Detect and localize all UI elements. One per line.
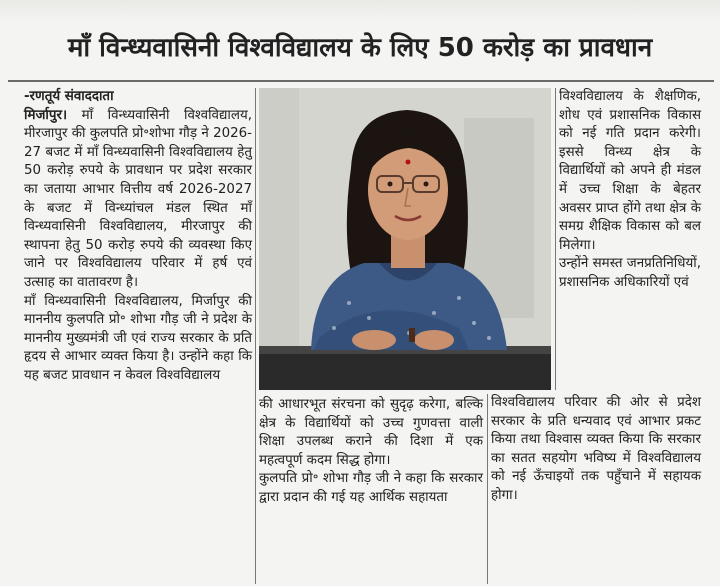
article-column-middle <box>259 396 483 508</box>
column-divider-middle <box>487 394 488 584</box>
left-paragraph-2: माँ विन्ध्यवासिनी विश्वविद्यालय, मिर्जापुर की माननीय कुलपति प्रो॰ शोभा गौड़ जी ने प्रदेश के माननीय मुख्यमंत्री जी एवं राज्य सरकार के प्रति हृदय से आभार व्यक्त किया है। उन्होंने कहा कि यह बजट प्रावधान न केवल विश्वविद्यालय <box>24 293 252 383</box>
byline-text: -रणतूर्य संवाददाता <box>24 89 114 104</box>
left-paragraph-1 <box>24 107 252 293</box>
column-divider-left <box>255 88 256 584</box>
article-column-right-bottom <box>491 394 701 506</box>
article-column-right-top <box>559 88 701 293</box>
middle-paragraph-2: कुलपति प्रो॰ शोभा गौड़ जी ने कहा कि सरकार द्वारा प्रदान की गई यह आर्थिक सहायता <box>259 471 483 505</box>
right-paragraph-1: विश्वविद्यालय के शैक्षणिक, शोध एवं प्रशासनिक विकास को नई गति प्रदान करेगी। इससे विन्ध्य क्षेत्र के विद्यार्थियों को अपने ही मंडल में उच्च शिक्षा के बेहतर अवसर प्राप्त होंगे तथा क्षेत्र के समग्र शैक्षिक विकास को बल मिलेगा। <box>559 89 701 253</box>
portrait-illustration <box>259 88 551 390</box>
right-paragraph-2: उन्होंने समस्त जनप्रतिनिधियों, प्रशासनिक अधिकारियों एवं <box>559 256 701 290</box>
column-divider-right-top <box>555 88 556 390</box>
right-bottom-paragraph: विश्वविद्यालय परिवार की ओर से प्रदेश सरकार के प्रति धन्यवाद एवं आभार प्रकट किया तथा विश्वास व्यक्त किया कि सरकार का सतत सहयोग भविष्य में विश्वविद्यालय को नई ऊँचाइयों तक पहुँचाने में सहायक होगा। <box>491 395 701 503</box>
dateline: मिर्जापुर। <box>24 107 68 123</box>
headline: माँ विन्ध्यवासिनी विश्वविद्यालय के लिए 50 करोड़ का प्रावधान <box>67 33 653 63</box>
top-strip <box>0 0 720 22</box>
byline <box>24 88 252 107</box>
middle-paragraph-1: की आधारभूत संरचना को सुदृढ़ करेगा, बल्कि क्षेत्र के विद्यार्थियों को उच्च गुणवत्ता वाली शिक्षा उपलब्ध कराने की दिशा में एक महत्वपूर्ण कदम सिद्ध होगा। <box>259 397 483 468</box>
headline-rule <box>8 80 714 82</box>
portrait-photo <box>259 88 551 390</box>
left-paragraph-1-text: माँ विन्ध्यवासिनी विश्वविद्यालय, मीरजापुर की कुलपति प्रो॰शोभा गौड़ ने 2026-27 बजट में माँ विन्ध्यवासिनी विश्वविद्यालय हेतु 50 करोड़ रुपये के प्रावधान पर प्रदेश सरकार का जताया आभार वित्तीय वर्ष 2026-2027 के बजट में विन्ध्यांचल मंडल स्थित माँ विन्ध्यवासिनी विश्वविद्यालय, मीरजापुर की स्थापना हेतु 50 करोड़ रुपये की व्यवस्था किए जाने पर विश्वविद्यालय परिवार में हर्ष एवं उत्साह का वातावरण है। <box>24 107 252 290</box>
article-column-left <box>24 88 252 386</box>
